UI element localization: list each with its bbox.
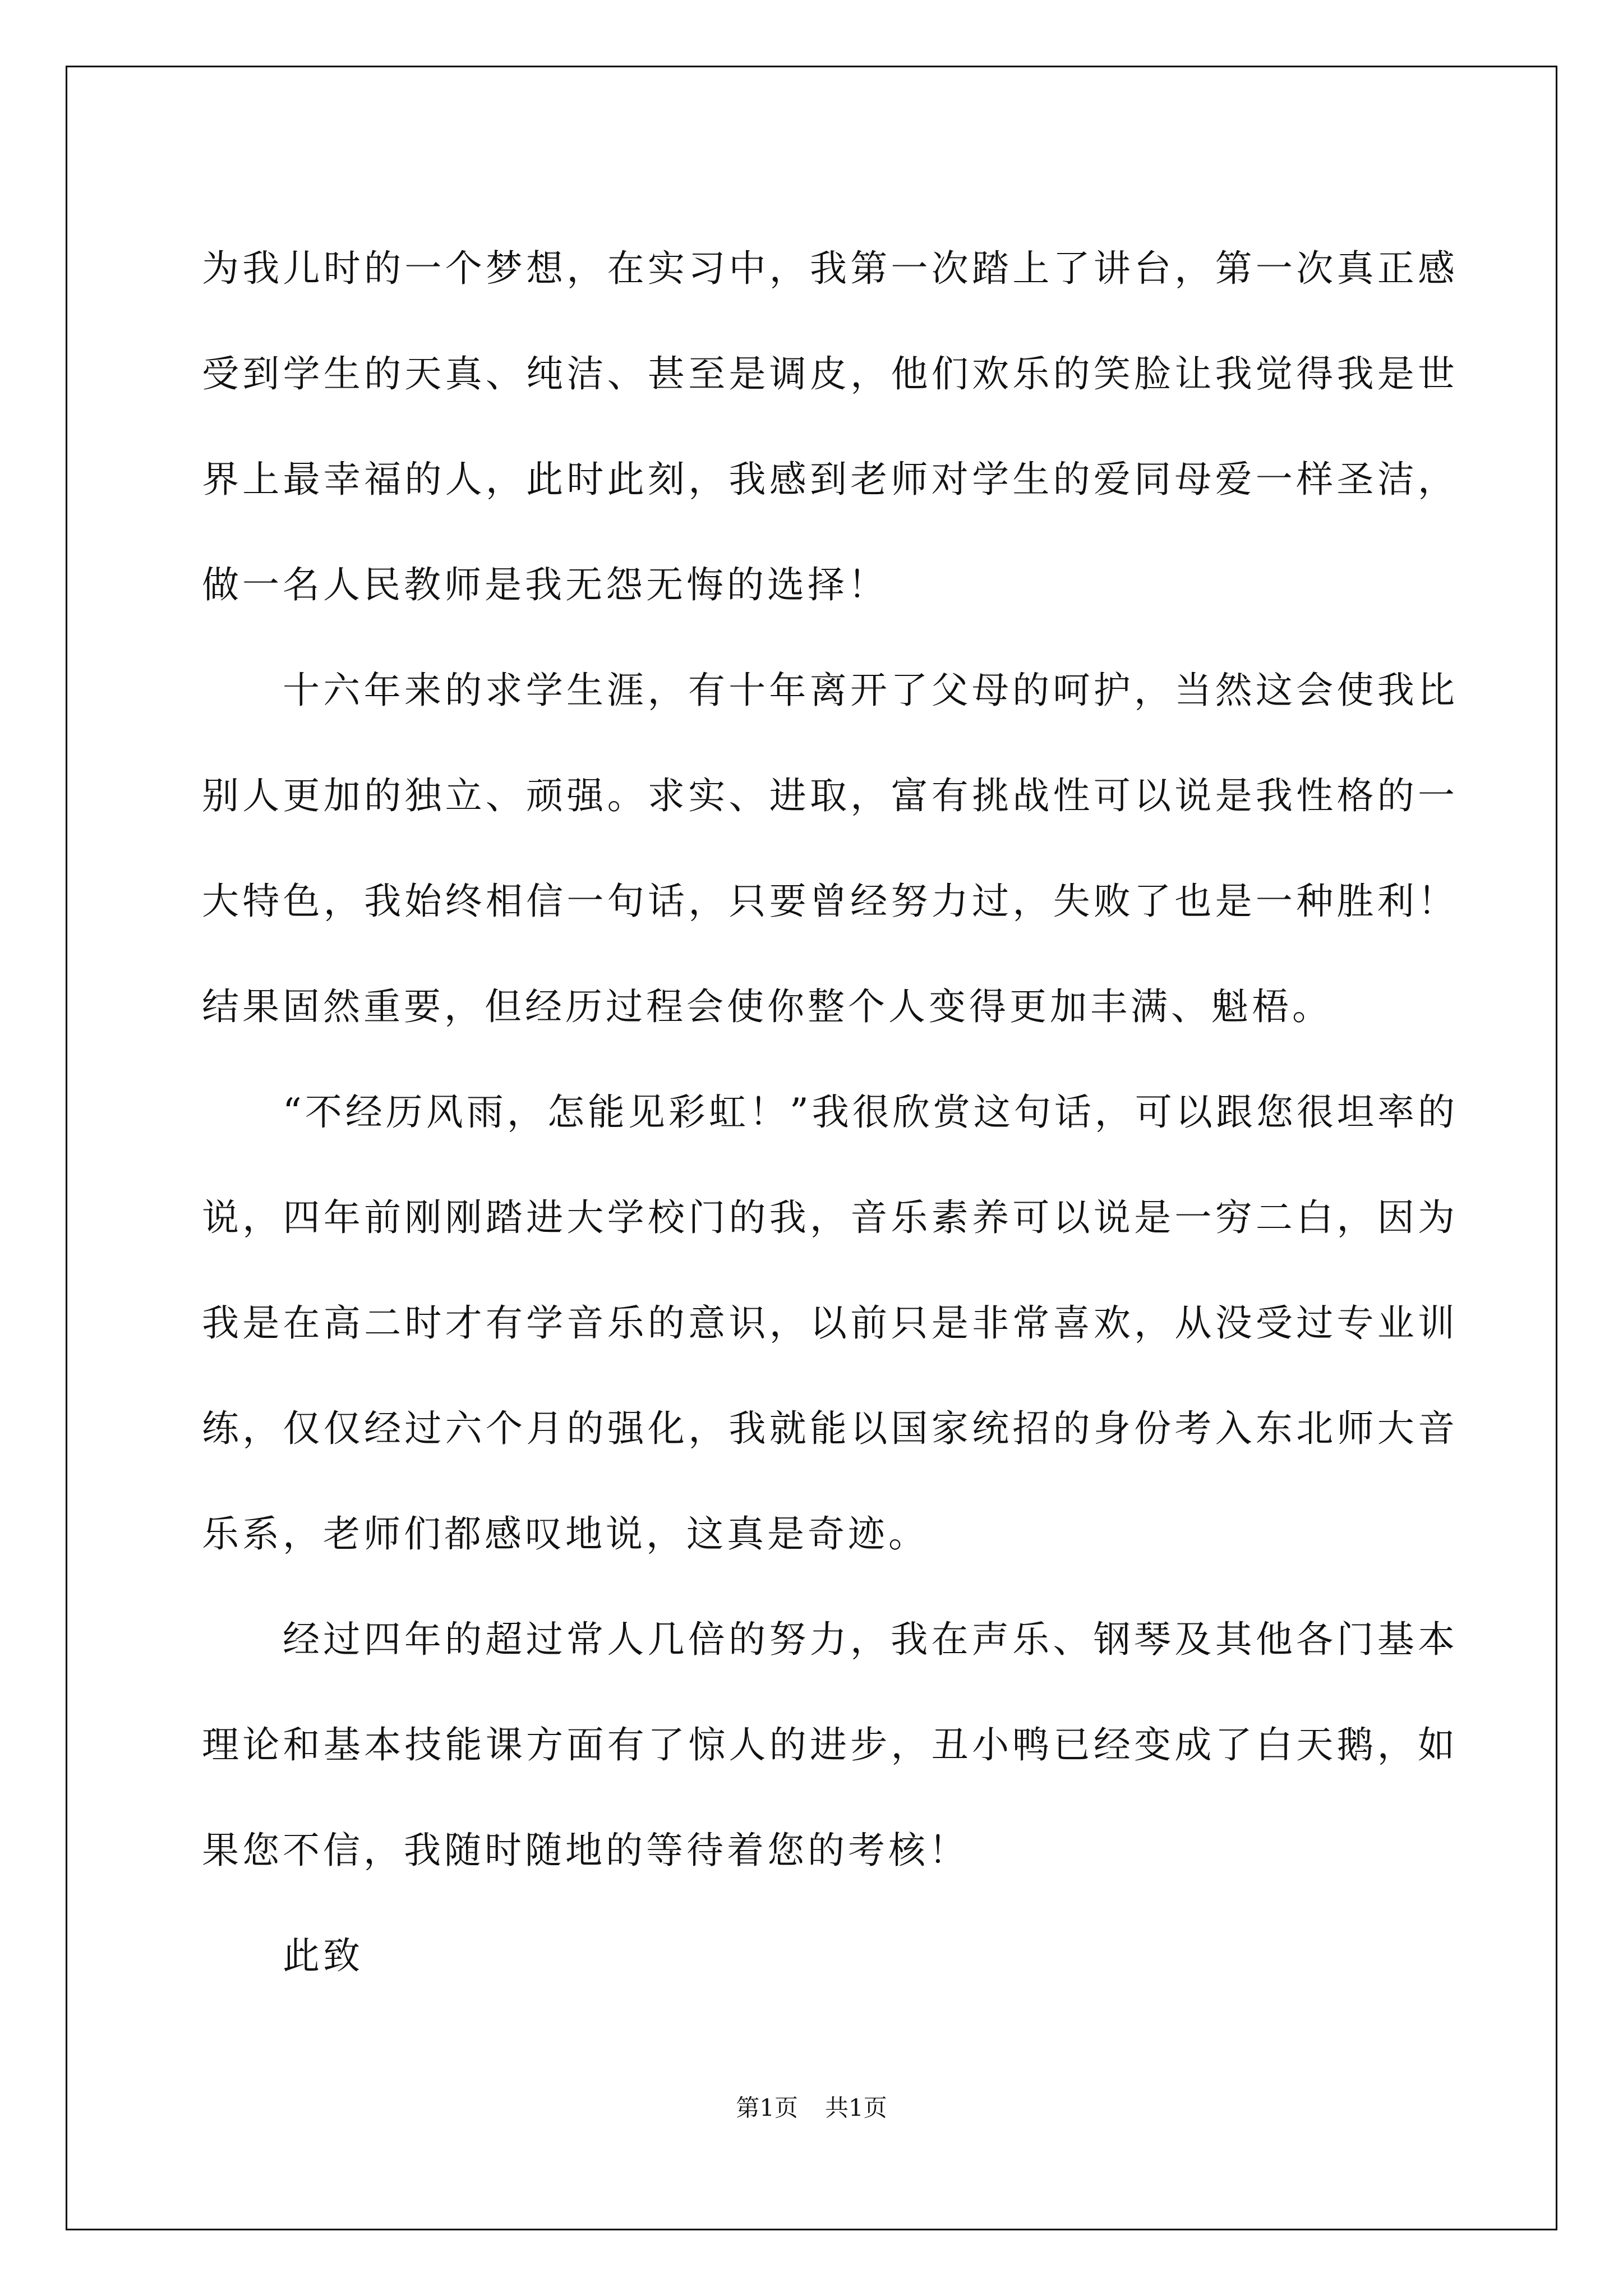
paragraph-rainbow-quote: “不经历风雨，怎能见彩虹！”我很欣赏这句话，可以跟您很坦率的说，四年前刚刚踏进大学校门的我，音乐素养可以说是一穷二白，因为我是在高二时才有学音乐的意识，以前只是非常喜欢，从没受过专业训练，仅仅经过六个月的强化，我就能以国家统招的身份考入东北师大音乐系，老师们都感叹地说，这真是奇迹。 xyxy=(202,1091,1458,1556)
page-current-label: 第1页 xyxy=(736,2094,798,2122)
paragraph-study-years: 十六年来的求学生涯，有十年离开了父母的呵护，当然这会使我比别人更加的独立、顽强。求实、进取，富有挑战性可以说是我性格的一大特色，我始终相信一句话，只要曾经努力过，失败了也是一种胜利！结果固然重要，但经历过程会使你整个人变得更加丰满、魁梧。 xyxy=(202,669,1458,1028)
page-footer xyxy=(0,2090,1623,2123)
paragraph-progress: 经过四年的超过常人几倍的努力，我在声乐、钢琴及其他各门基本理论和基本技能课方面有了惊人的进步，丑小鸭已经变成了白天鹅，如果您不信，我随时随地的等待着您的考核！ xyxy=(202,1618,1458,1872)
document-body xyxy=(202,216,1458,2009)
paragraph-continuation: 为我儿时的一个梦想，在实习中，我第一次踏上了讲台，第一次真正感受到学生的天真、纯洁、甚至是调皮，他们欢乐的笑脸让我觉得我是世界上最幸福的人，此时此刻，我感到老师对学生的爱同母爱一样圣洁，做一名人民教师是我无怨无悔的选择！ xyxy=(202,247,1458,606)
paragraph-closing: 此致 xyxy=(283,1934,363,1977)
page-total-label: 共1页 xyxy=(825,2094,887,2122)
